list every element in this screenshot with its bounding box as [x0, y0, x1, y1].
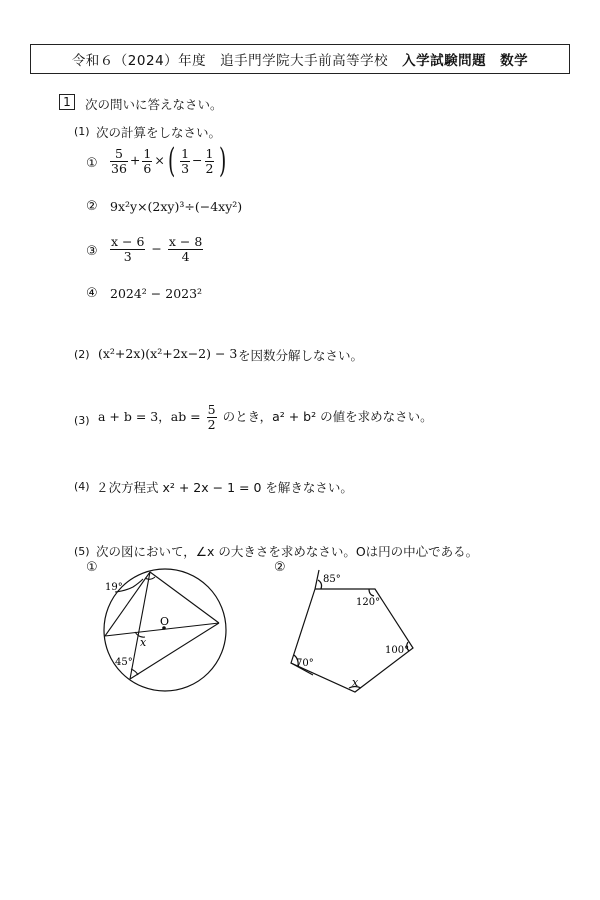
fig1-center-label: O [160, 615, 170, 628]
q1c-expression [108, 235, 205, 264]
section-number-box: 1 [59, 94, 75, 110]
q1a-f2-den: 6 [143, 160, 152, 176]
fig1-marker: ① [86, 560, 98, 575]
fig2-angle-85: 85° [323, 574, 341, 585]
q1b-expression: 9x²y×(2xy)³÷(−4xy²) [110, 199, 243, 214]
q4-label: (4) [74, 480, 90, 493]
q5-label: (5) [74, 545, 90, 558]
q1a-expression: $\frac{5}{36}$ + $\frac{1}{6}$ ×( $\frac{1}{3}$ − $\frac{1}{2}$ ) [111, 141, 227, 181]
q1a-op1: + [129, 152, 141, 168]
q1c-f2-num: x − 8 [168, 234, 203, 249]
q3-instruction: のとき，a² + b² の値を求めなさい。 [222, 409, 433, 424]
q1a-f3-den: 3 [181, 160, 190, 176]
q3-expression [98, 403, 433, 432]
q1a-marker: ① [86, 156, 98, 171]
q1a-f4-num: 1 [205, 145, 214, 161]
q1a-f3-num: 1 [181, 145, 190, 161]
q1-label: (1) [74, 125, 90, 138]
q2-instruction: を因数分解しなさい。 [238, 348, 364, 363]
header-subject: 数学 [500, 53, 529, 69]
fig2-angle-120: 120° [356, 597, 381, 608]
q1a-f1-den: 36 [111, 160, 127, 176]
fig1-angle-bottom-label: 45° [115, 657, 133, 668]
fig2-angle-70: 70° [296, 658, 314, 669]
q1c-op: − [151, 241, 162, 256]
header-school: 追手門学院大手前高等学校 [220, 53, 389, 69]
section-instruction: 次の問いに答えなさい。 [85, 97, 223, 112]
header-exam: 入学試験問題 [402, 53, 487, 69]
q1a-op3: − [192, 152, 203, 168]
fig2-x-label: x [352, 676, 359, 689]
fig1-chord-top-bottom [130, 572, 150, 679]
q2-label: (2) [74, 348, 90, 361]
q1b-marker: ② [86, 199, 98, 214]
fig1-angle-arc-bottom [131, 669, 138, 675]
q1c-f1-den: 3 [123, 249, 132, 264]
q1c-f2-den: 4 [181, 249, 190, 264]
q1a-f2-num: 1 [143, 145, 152, 161]
q3-label: (3) [74, 414, 90, 427]
q1d-marker: ④ [86, 286, 98, 301]
fig1-x-label: x [140, 636, 147, 649]
q2-expression: (x²+2x)(x²+2x−2) − 3 [98, 346, 238, 361]
fig1-angle-top-label: 19° [105, 582, 123, 593]
q1a-f4-den: 2 [205, 160, 214, 176]
q1c-f1-num: x − 6 [111, 234, 145, 249]
fig2-angle-100: 100° [385, 645, 410, 656]
q1a-op2: × [154, 152, 165, 168]
fig1-circle-diagram [95, 565, 245, 700]
q4-instruction: ２次方程式 x² + 2x − 1 = 0 を解きなさい。 [96, 480, 353, 495]
q3-condition: a + b = 3，ab = [98, 409, 201, 424]
q3-frac-den: 2 [207, 417, 216, 432]
q1-instruction: 次の計算をしなさい。 [96, 125, 222, 140]
q5-instruction: 次の図において，∠x の大きさを求めなさい。Oは円の中心である。 [96, 544, 479, 559]
fig2-extension-top [315, 570, 319, 589]
q1d-expression: 2024² − 2023² [110, 286, 203, 301]
fig2-pentagon-diagram [285, 565, 425, 700]
header-year: 令和６（2024）年度 [71, 53, 207, 69]
fig2-marker: ② [274, 560, 286, 575]
q3-frac-num: 5 [207, 402, 216, 417]
fig2-arc-85 [318, 580, 322, 589]
q1c-marker: ③ [86, 244, 98, 259]
fig2-arc-120 [369, 589, 374, 596]
exam-header [30, 44, 570, 74]
q1a-f1-num: 5 [110, 147, 128, 162]
